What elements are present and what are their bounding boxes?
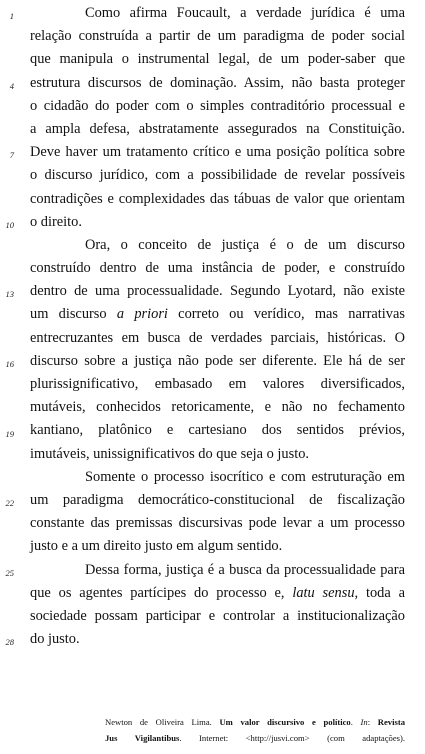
text-segment: que manipula o instrumental legal, de um poder-saber que [30,51,405,68]
bold-text: Um valor discursivo e político [219,717,351,727]
bold-text: Jus Vigilantibus [105,733,180,743]
paragraph [30,559,405,652]
line-number: 28 [5,637,14,648]
italic-text: latu sensu [292,584,355,601]
line-number: 1 [9,11,14,21]
text-line [30,535,405,558]
text-segment: discurso sobre a justiça não pode ser diferente. Ele há de ser [30,352,405,369]
text-line [30,118,405,141]
text-segment: estrutura discursos de dominação. Assim, não basta proteger [30,74,405,91]
text-segment: kantiano, platônico e cartesiano dos sentidos prévios, [30,422,405,439]
text-line [30,188,405,211]
text-segment: : [367,717,378,727]
text-segment: constante das premissas discursivas pode levar a um processo [30,515,405,532]
text-line [30,582,405,605]
text-line [30,280,405,303]
line-number: 4 [9,80,14,91]
text-segment: plurissignificativo, embasado em valores diversificados, [30,376,405,392]
line-number: 13 [5,289,14,300]
text-segment: relação construída a partir de um paradigma de poder social [30,28,405,45]
text-segment: Somente o processo isocrítico e com estruturação em [85,468,405,485]
text-line [30,605,405,628]
text-segment: Ora, o conceito de justiça é o de um discurso [85,236,405,253]
text-segment: construído dentro de uma instância de poder, e construído [30,260,405,277]
line-number: 7 [9,150,14,161]
text-line [30,466,405,489]
text-line [30,303,405,326]
text-segment: Dessa forma, justiça é a busca da processualidade para [85,561,405,578]
paragraph [30,2,405,234]
line-number: 22 [5,498,14,509]
text-segment: um paradigma democrático-constitucional de fiscalização [30,491,405,508]
text-segment: . Internet: <http://jusvi.com> (com adaptações). [179,733,405,743]
text-segment: . [350,717,361,727]
text-segment: correto ou verídico, mas narrativas [167,306,405,323]
text-segment: imutáveis, unissignificativos do que seja o justo. [30,445,309,462]
text-line [30,327,405,350]
text-segment: Deve haver um tratamento crítico e uma posição política sobre [30,144,405,161]
source-line [105,730,405,746]
text-line [30,559,405,582]
text-line [30,2,405,25]
main-text [30,2,405,651]
bold-text: Revista [377,717,405,727]
text-line [30,373,405,396]
line-number: 16 [5,359,14,369]
source-line [105,714,405,730]
text-segment: que os agentes partícipes do processo e, [30,584,293,601]
text-segment: o discurso jurídico, com a possibilidade de revelar possíveis [30,167,405,184]
text-segment: do justo. [30,631,80,648]
text-segment: mutáveis, conhecidos retoricamente, e não no fechamento [30,399,405,416]
text-line [30,257,405,280]
text-line [30,48,405,71]
text-segment: um discurso [30,306,117,323]
text-segment: contradições e complexidades das tábuas de valor que orientam [30,190,405,207]
text-line [30,489,405,512]
italic-text: a priori [116,306,168,323]
text-line [30,350,405,373]
text-line [30,164,405,187]
text-line [30,628,405,651]
text-segment: o direito. [30,213,82,230]
text-segment: Como afirma Foucault, a verdade jurídica é uma [85,5,405,21]
text-segment: , toda a [354,584,406,601]
text-line [30,72,405,95]
text-line [30,95,405,118]
text-line [30,396,405,419]
text-segment: a ampla defesa, abstratamente assegurados na Constituição. [30,120,405,137]
text-line [30,211,405,234]
paragraph [30,234,405,466]
text-line [30,141,405,164]
text-line [30,25,405,48]
italic-text: In [360,717,368,727]
line-number: 25 [5,567,14,578]
text-segment: justo e a um direito justo em algum sentido. [30,538,283,555]
line-number: 19 [5,428,14,439]
text-line [30,512,405,535]
text-line [30,419,405,442]
text-segment: entrecruzantes em busca de verdades parciais, históricas. O [30,329,405,346]
text-line [30,443,405,466]
text-line [30,234,405,257]
text-segment: sociedade possam participar e controlar a institucionalização [30,607,405,624]
source-citation [105,714,405,746]
paragraph [30,466,405,559]
text-segment: o cidadão do poder com o simples contraditório processual e [30,97,405,114]
text-segment: dentro de uma processualidade. Segundo Lyotard, não existe [30,283,405,300]
text-segment: Newton de Oliveira Lima. [105,717,220,727]
line-number: 10 [5,219,14,230]
